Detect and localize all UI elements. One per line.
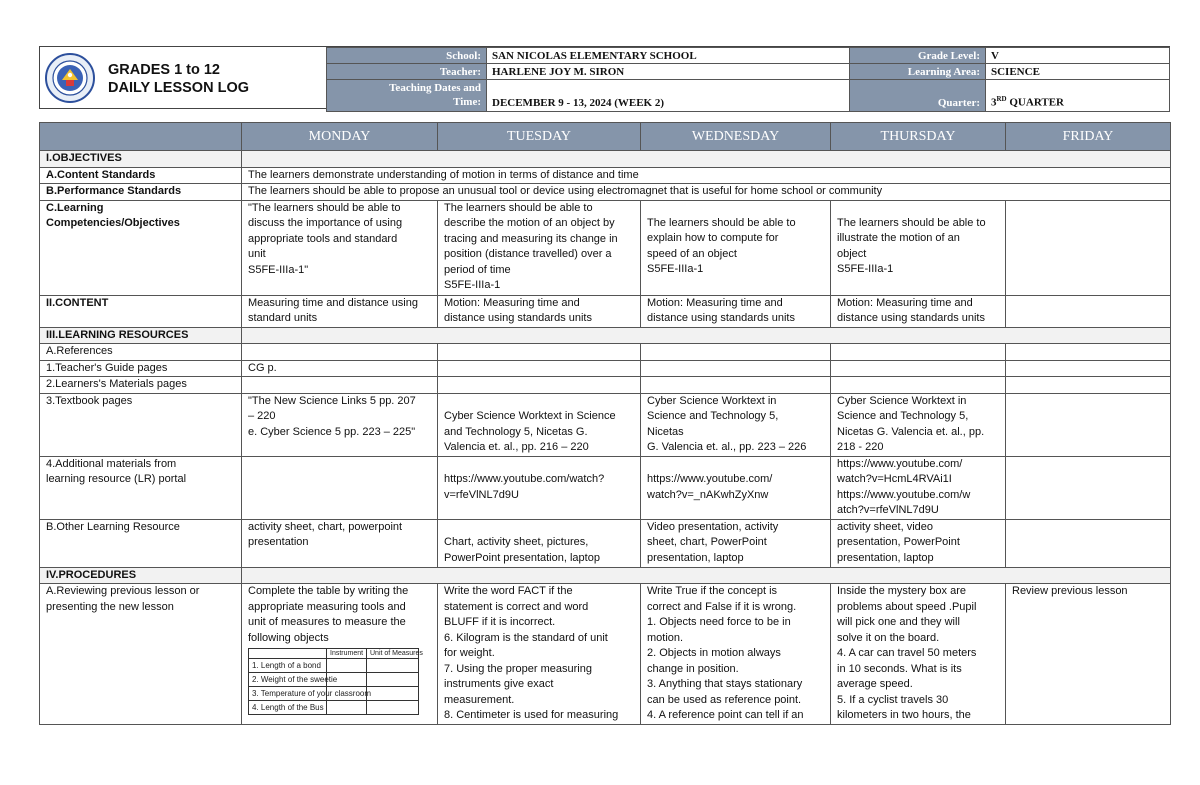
competency-cell [438, 200, 641, 295]
cell-line: discuss the importance of using [248, 217, 403, 229]
cell-line: change in position. [647, 662, 739, 675]
teachers-guide-cell: CG p. [242, 360, 438, 377]
additional-materials-label [40, 456, 242, 519]
cell-line: average speed. [837, 678, 913, 690]
objectives-section-row [40, 151, 1171, 168]
textbook-cell [438, 393, 641, 456]
cell-line: 218 - 220 [837, 441, 884, 453]
day-header-monday: MONDAY [242, 123, 438, 151]
textbook-cell [242, 393, 438, 456]
references-row [40, 344, 1171, 361]
cell-line: explain how to compute for [647, 232, 779, 244]
header-title-block [40, 47, 327, 108]
empty-cell [438, 344, 641, 361]
cell-line: https://www.youtube.com/w [837, 488, 971, 501]
additional-materials-cell [831, 456, 1006, 519]
additional-materials-cell [438, 456, 641, 519]
empty-cell [242, 344, 438, 361]
cell-line: measurement. [444, 693, 515, 706]
additional-materials-cell [641, 456, 831, 519]
cell-line [647, 457, 824, 473]
cell-line: Chart, activity sheet, pictures, [444, 536, 589, 548]
cell-line: 4. A car can travel 50 meters [837, 647, 977, 659]
teaching-dates-label-line2: Time: [453, 96, 481, 108]
cell-line: correct and False if it is wrong. [647, 600, 797, 613]
section-fill [242, 567, 1171, 584]
cell-line: Complete the table by writing the [248, 585, 409, 597]
content-cell [1006, 295, 1171, 327]
cell-line: period of time [444, 263, 511, 276]
cell-line: Valencia et. al., pp. 216 – 220 [444, 441, 589, 453]
measuring-tools-table-image [248, 648, 423, 715]
mini-row-label: 3. Temperature of your classroom [249, 687, 327, 701]
competency-cell [1006, 200, 1171, 295]
cell-line: presentation, PowerPoint [837, 536, 960, 548]
daily-lesson-table [39, 122, 1171, 725]
empty-cell [438, 377, 641, 394]
cell-line [444, 520, 634, 536]
additional-materials-label-line: learning resource (LR) portal [46, 473, 187, 485]
cell-line: PowerPoint presentation, laptop [444, 551, 600, 564]
empty-cell [641, 344, 831, 361]
cell-line: appropriate tools and standard [248, 232, 398, 245]
procedures-section-row [40, 567, 1171, 584]
day-header-thursday: THURSDAY [831, 123, 1006, 151]
other-resources-cell [831, 519, 1006, 567]
learners-materials-row [40, 377, 1171, 394]
other-resources-cell [641, 519, 831, 567]
cell-line: Nicetas [647, 425, 684, 438]
cell-line: https://www.youtube.com/ [647, 473, 773, 485]
cell-line: object [837, 247, 867, 260]
cell-line: 7. Using the proper measuring [444, 662, 592, 675]
content-cell [641, 295, 831, 327]
empty-cell [1006, 377, 1171, 394]
teachers-guide-cell [1006, 360, 1171, 377]
title-line-2: DAILY LESSON LOG [108, 80, 249, 96]
deped-seal-icon [45, 53, 95, 103]
additional-materials-cell [242, 456, 438, 519]
cell-line: unit of measures to measure the [248, 616, 406, 628]
competencies-label-line: C.Learning [46, 201, 104, 214]
quarter-value [986, 80, 1170, 112]
cell-line: Cyber Science Worktext in [647, 394, 777, 407]
review-cell [438, 584, 641, 725]
resources-section-row [40, 327, 1171, 344]
cell-line: – 220 [248, 410, 276, 422]
header-info-table [326, 47, 1170, 112]
cell-line: sheet, chart, PowerPoint [647, 536, 767, 548]
review-row [40, 584, 1171, 725]
cell-line: 8. Centimeter is used for measuring [444, 709, 619, 721]
cell-line: problems about speed .Pupil [837, 600, 977, 613]
textbook-cell [831, 393, 1006, 456]
mini-table-row [249, 659, 419, 673]
cell-line: Science and Technology 5, [647, 410, 779, 422]
cell-line: The learners should be able to [444, 201, 593, 214]
day-header-friday: FRIDAY [1006, 123, 1171, 151]
cell-line: following objects [248, 631, 329, 644]
teacher-value: HARLENE JOY M. SIRON [487, 64, 850, 80]
cell-line: 3. Anything that stays stationary [647, 678, 803, 690]
cell-line: position (distance travelled) over a [444, 248, 612, 260]
corner-cell [40, 123, 242, 151]
competency-cell [641, 200, 831, 295]
cell-line: 6. Kilogram is the standard of unit [444, 631, 608, 644]
other-resources-cell [1006, 519, 1171, 567]
content-cell [438, 295, 641, 327]
cell-line: Write True if the concept is [647, 585, 778, 597]
content-cell [242, 295, 438, 327]
cell-line [444, 394, 634, 410]
empty-cell [831, 377, 1006, 394]
competency-cell [831, 200, 1006, 295]
additional-materials-cell [1006, 456, 1171, 519]
document-title [108, 61, 249, 97]
mini-empty [367, 701, 419, 715]
teacher-label: Teacher: [327, 64, 487, 80]
cell-line: activity sheet, video [837, 520, 933, 533]
cell-line: for weight. [444, 647, 495, 659]
teachers-guide-label: 1.Teacher's Guide pages [40, 360, 242, 377]
cell-line: "The New Science Links 5 pp. 207 [248, 394, 416, 407]
section-fill [242, 151, 1171, 168]
learning-area-label: Learning Area: [850, 64, 986, 80]
cell-line: 5. If a cyclist travels 30 [837, 693, 949, 706]
cell-line: BLUFF if it is incorrect. [444, 616, 556, 628]
cell-line: Science and Technology 5, [837, 410, 969, 422]
performance-standards-row [40, 184, 1171, 201]
cell-line: activity sheet, chart, powerpoint [248, 520, 403, 533]
cell-line: https://www.youtube.com/watch? [444, 473, 605, 485]
mini-row-label: 2. Weight of the sweetie [249, 673, 327, 687]
grade-level-label: Grade Level: [850, 48, 986, 64]
cell-line [444, 457, 634, 473]
competency-cell [242, 200, 438, 295]
cell-line: https://www.youtube.com/ [837, 457, 963, 470]
content-standards-row [40, 167, 1171, 184]
mini-table-head [249, 649, 419, 659]
additional-materials-row [40, 456, 1171, 519]
review-text [248, 584, 431, 646]
cell-line: Cyber Science Worktext in [837, 394, 967, 407]
mini-empty [327, 701, 367, 715]
review-label-line: A.Reviewing previous lesson or [46, 585, 200, 597]
review-cell [1006, 584, 1171, 725]
other-resources-cell [438, 519, 641, 567]
day-header-tuesday: TUESDAY [438, 123, 641, 151]
title-line-1: GRADES 1 to 12 [108, 62, 220, 78]
day-header-wednesday: WEDNESDAY [641, 123, 831, 151]
cell-line: in 10 seconds. What is its [837, 662, 962, 675]
day-header-row [40, 123, 1171, 151]
other-resources-row [40, 519, 1171, 567]
cell-line: describe the motion of an object by [444, 217, 615, 229]
cell-line: Review previous lesson [1012, 585, 1128, 597]
cell-line: Write the word FACT if the [444, 585, 573, 597]
quarter-label: Quarter: [850, 80, 986, 112]
content-standards-label: A.Content Standards [40, 167, 242, 184]
cell-line: can be used as reference point. [647, 693, 802, 706]
cell-line: solve it on the board. [837, 631, 940, 644]
cell-line: presentation, laptop [647, 551, 744, 564]
cell-line: G. Valencia et. al., pp. 223 – 226 [647, 441, 807, 453]
cell-line: Cyber Science Worktext in Science [444, 410, 616, 422]
cell-line: Measuring time and distance using [248, 296, 418, 309]
procedures-heading: IV.PROCEDURES [40, 567, 242, 584]
cell-line: S5FE-IIIa-1 [647, 263, 704, 275]
mini-head-cell [249, 649, 327, 659]
cell-line: appropriate measuring tools and [248, 600, 406, 613]
competencies-label-line: Competencies/Objectives [46, 217, 180, 229]
school-value: SAN NICOLAS ELEMENTARY SCHOOL [487, 48, 850, 64]
learners-materials-label: 2.Learners's Materials pages [40, 377, 242, 394]
cell-line: Video presentation, activity [647, 520, 779, 533]
performance-standards-label: B.Performance Standards [40, 184, 242, 201]
performance-standards-value: The learners should be able to propose an unusual tool or device using electromagnet that is useful for home school or community [242, 184, 1171, 201]
lesson-log-header [39, 46, 1170, 109]
teachers-guide-cell [831, 360, 1006, 377]
cell-line: 1. Objects need force to be in [647, 616, 791, 628]
textbook-cell [641, 393, 831, 456]
empty-cell [641, 377, 831, 394]
cell-line: distance using standards units [444, 312, 592, 324]
cell-line: v=rfeVlNL7d9U [444, 488, 519, 501]
cell-line: presentation, laptop [837, 551, 934, 564]
competencies-row [40, 200, 1171, 295]
additional-materials-label-line: 4.Additional materials from [46, 457, 177, 470]
textbook-cell [1006, 393, 1171, 456]
school-label: School: [327, 48, 487, 64]
content-standards-value: The learners demonstrate understanding of motion in terms of distance and time [242, 167, 1171, 184]
cell-line: illustrate the motion of an [837, 232, 960, 244]
content-cell [831, 295, 1006, 327]
teaching-dates-value: DECEMBER 9 - 13, 2024 (WEEK 2) [487, 80, 850, 112]
mini-head-cell: Unit of Measures [367, 649, 419, 659]
other-resources-cell [242, 519, 438, 567]
cell-line: tracing and measuring its change in [444, 232, 618, 245]
review-cell [831, 584, 1006, 725]
cell-line: kilometers in two hours, the [837, 709, 971, 721]
teaching-dates-label-line1: Teaching Dates and [389, 82, 481, 94]
mini-row-label: 1. Length of a bond [249, 659, 327, 673]
review-cell [641, 584, 831, 725]
cell-line: S5FE-IIIa-1 [444, 279, 501, 291]
mini-empty [367, 673, 419, 687]
cell-line: Motion: Measuring time and [444, 296, 580, 309]
cell-line: 2. Objects in motion always [647, 647, 781, 659]
objectives-heading: I.OBJECTIVES [40, 151, 242, 168]
teachers-guide-row [40, 360, 1171, 377]
mini-row-label: 4. Length of the Bus [249, 701, 327, 715]
cell-line: distance using standards units [647, 312, 795, 324]
grade-level-value: V [986, 48, 1170, 64]
learning-resources-heading: III.LEARNING RESOURCES [40, 327, 242, 344]
competencies-label [40, 200, 242, 295]
content-row [40, 295, 1171, 327]
cell-line: standard units [248, 312, 318, 324]
cell-line: S5FE-IIIa-1" [248, 263, 309, 276]
learning-area-value: SCIENCE [986, 64, 1170, 80]
content-label: II.CONTENT [40, 295, 242, 327]
cell-line: watch?v=HcmL4RVAi1I [837, 473, 952, 485]
cell-line: motion. [647, 631, 684, 644]
cell-line: Inside the mystery box are [837, 585, 967, 597]
cell-line: unit [248, 248, 266, 260]
quarter-number: 3 [991, 97, 997, 109]
cell-line: Motion: Measuring time and [837, 296, 973, 309]
mini-head-cell: Instrument [327, 649, 367, 659]
mini-empty [367, 659, 419, 673]
cell-line: The learners should be able to [837, 216, 986, 229]
mini-table-row [249, 701, 419, 715]
empty-cell [831, 344, 1006, 361]
quarter-suffix: RD [996, 95, 1007, 104]
mini-empty [367, 687, 419, 701]
empty-cell [1006, 344, 1171, 361]
references-label: A.References [40, 344, 242, 361]
textbook-row [40, 393, 1171, 456]
empty-cell [242, 377, 438, 394]
cell-line: Nicetas G. Valencia et. al., pp. [837, 425, 985, 438]
cell-line: S5FE-IIIa-1 [837, 263, 894, 275]
cell-line: presentation [248, 536, 309, 548]
cell-line: speed of an object [647, 247, 737, 260]
cell-line: e. Cyber Science 5 pp. 223 – 225" [248, 425, 416, 438]
teaching-dates-label [327, 80, 487, 112]
cell-line: statement is correct and word [444, 600, 589, 613]
teachers-guide-cell [641, 360, 831, 377]
review-label [40, 584, 242, 725]
mini-table-row [249, 673, 419, 687]
teachers-guide-cell [438, 360, 641, 377]
cell-line: "The learners should be able to [248, 201, 401, 214]
cell-line: distance using standards units [837, 312, 985, 324]
cell-line: The learners should be able to [647, 216, 796, 229]
quarter-word: QUARTER [1006, 97, 1064, 109]
cell-line: watch?v=_nAKwhZyXnw [647, 488, 769, 501]
cell-line: will pick one and they will [837, 616, 960, 628]
cell-line: and Technology 5, Nicetas G. [444, 425, 588, 438]
section-fill [242, 327, 1171, 344]
cell-line: 4. A reference point can tell if an [647, 709, 804, 721]
review-cell-monday [242, 584, 438, 725]
cell-line: atch?v=rfeVlNL7d9U [837, 504, 939, 516]
textbook-label: 3.Textbook pages [40, 393, 242, 456]
mini-table-row [249, 687, 419, 701]
other-resources-label: B.Other Learning Resource [40, 519, 242, 567]
cell-line: instruments give exact [444, 678, 554, 690]
mini-empty [327, 659, 367, 673]
review-label-line: presenting the new lesson [46, 600, 174, 613]
cell-line: Motion: Measuring time and [647, 296, 783, 309]
